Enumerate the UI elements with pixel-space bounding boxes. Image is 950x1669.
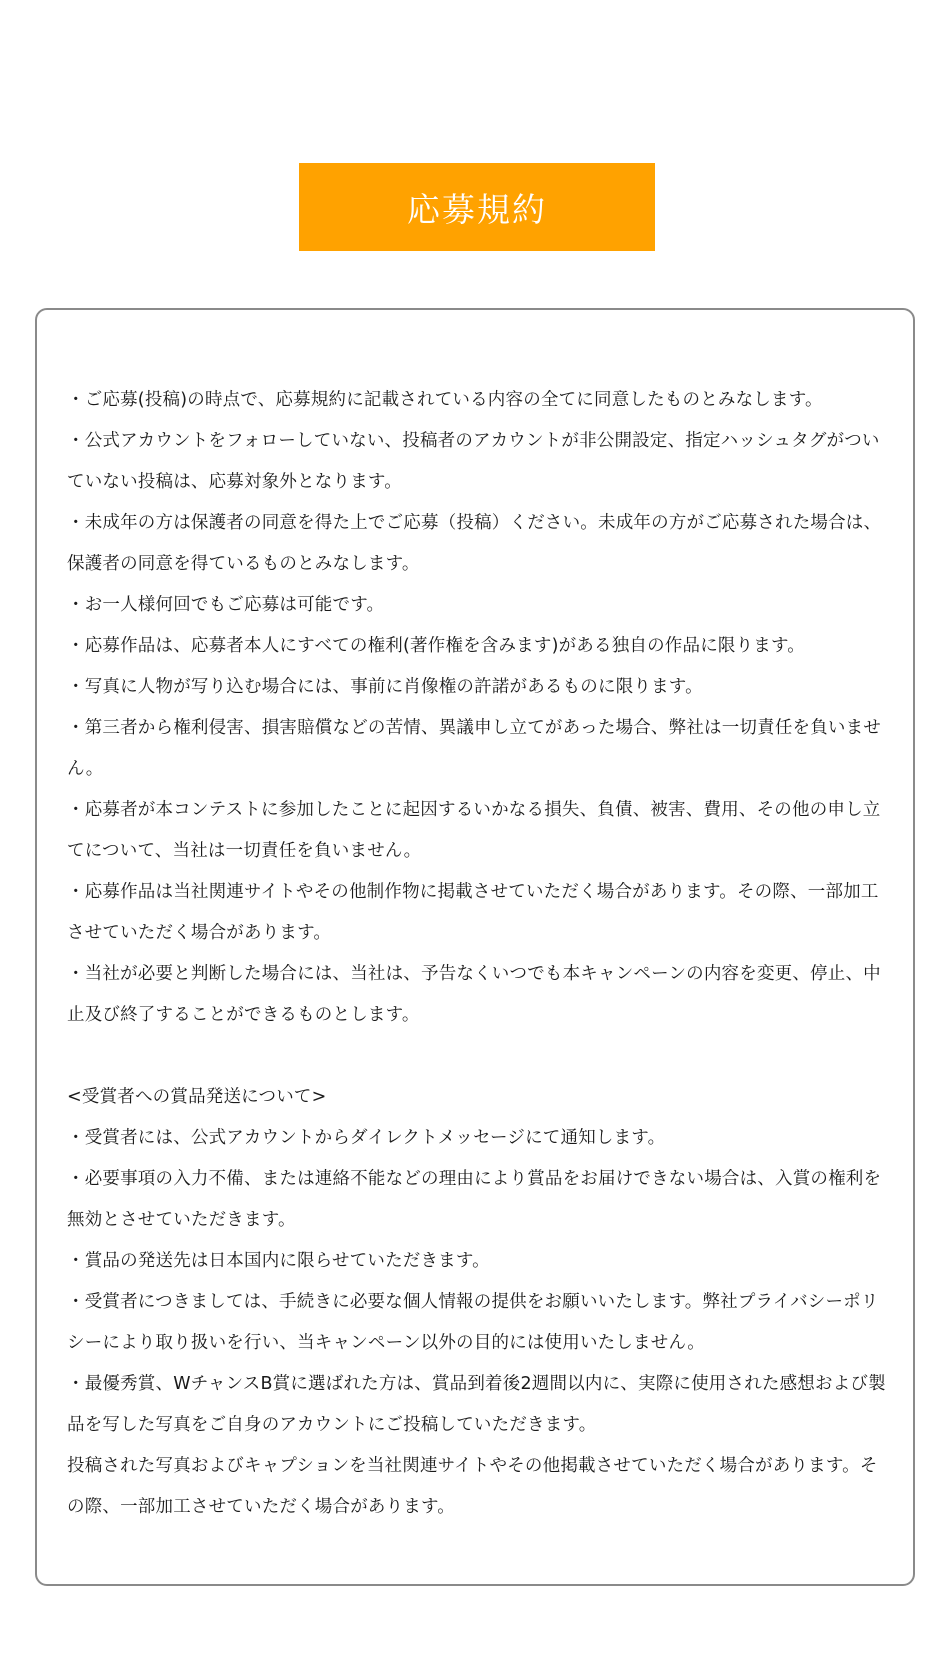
terms-item: ・ご応募(投稿)の時点で、応募規約に記載されている内容の全てに同意したものとみなします。 <box>67 390 823 410</box>
terms-item: ・当社が必要と判断した場合には、当社は、予告なくいつでも本キャンペーンの内容を変更、停止、中止及び終了することができるものとします。 <box>67 964 881 1025</box>
shipping-item: ・受賞者には、公式アカウントからダイレクトメッセージにて通知します。 <box>67 1128 666 1148</box>
shipping-item: ・受賞者につきましては、手続きに必要な個人情報の提供をお願いいたします。弊社プライバシーポリシーにより取り扱いを行い、当キャンペーン以外の目的には使用いたしません。 <box>67 1292 879 1353</box>
terms-item: ・応募作品は当社関連サイトやその他制作物に掲載させていただく場合があります。その際、一部加工させていただく場合があります。 <box>67 882 879 943</box>
terms-item: ・第三者から権利侵害、損害賠償などの苦情、異議申し立てがあった場合、弊社は一切責任を負いません。 <box>67 718 882 779</box>
terms-item: ・応募作品は、応募者本人にすべての権利(著作権を含みます)がある独自の作品に限ります。 <box>67 636 806 656</box>
terms-item: ・公式アカウントをフォローしていない、投稿者のアカウントが非公開設定、指定ハッシュタグがついていない投稿は、応募対象外となります。 <box>67 431 880 492</box>
terms-box <box>35 308 915 1586</box>
terms-item: ・未成年の方は保護者の同意を得た上でご応募（投稿）ください。未成年の方がご応募された場合は、保護者の同意を得ているものとみなします。 <box>67 513 882 574</box>
shipping-item: ・必要事項の入力不備、または連絡不能などの理由により賞品をお届けできない場合は、入賞の権利を無効とさせていただきます。 <box>67 1169 882 1230</box>
terms-item: ・写真に人物が写り込む場合には、事前に肖像権の許諾があるものに限ります。 <box>67 677 703 697</box>
shipping-item: ・最優秀賞、WチャンスB賞に選ばれた方は、賞品到着後2週間以内に、実際に使用された感想および製品を写した写真をご自身のアカウントにご投稿していただきます。 <box>67 1374 886 1435</box>
shipping-item: 投稿された写真およびキャプションを当社関連サイトやその他掲載させていただく場合があります。その際、一部加工させていただく場合があります。 <box>67 1456 878 1517</box>
page-title: 応募規約 <box>407 189 547 229</box>
shipping-item: ・賞品の発送先は日本国内に限らせていただきます。 <box>67 1251 490 1271</box>
terms-item: ・応募者が本コンテストに参加したことに起因するいかなる損失、負債、被害、費用、その他の申し立てについて、当社は一切責任を負いません。 <box>67 800 881 861</box>
section-spacer <box>67 1036 887 1077</box>
shipping-heading: <受賞者への賞品発送について> <box>67 1087 327 1107</box>
terms-item: ・お一人様何回でもご応募は可能です。 <box>67 595 385 615</box>
terms-content <box>67 380 887 1528</box>
title-banner <box>299 163 655 251</box>
